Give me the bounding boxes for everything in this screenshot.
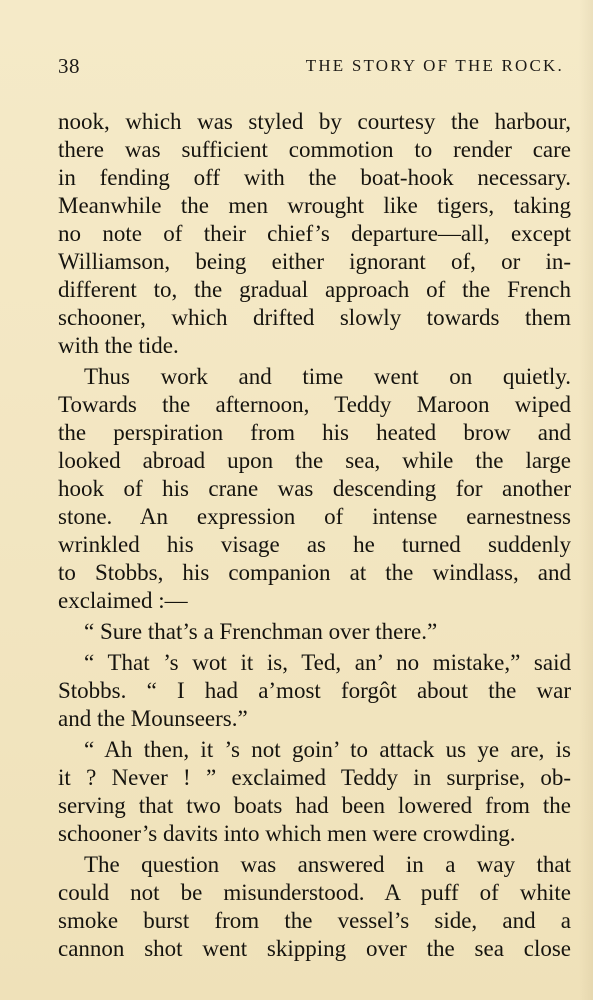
text-line: there was sufficient commotion to render care — [58, 137, 571, 162]
text-line: Meanwhile the men wrought like tigers, taking — [58, 193, 571, 218]
body-text — [58, 108, 571, 963]
text-line: stone. An expression of intense earnestness — [58, 504, 571, 529]
running-head — [58, 54, 570, 84]
text-line: it ? Never ! ” exclaimed Teddy in surprise, ob- — [58, 765, 571, 790]
text-line: to Stobbs, his companion at the windlass, and — [58, 560, 571, 585]
text-line: could not be misunderstood. A puff of white — [58, 880, 571, 905]
text-line: no note of their chief’s departure—all, except — [58, 221, 571, 246]
page-edge-shadow — [579, 0, 593, 1000]
text-line: The question was answered in a way that — [84, 852, 571, 877]
text-line: with the tide. — [58, 333, 179, 358]
text-line: looked abroad upon the sea, while the large — [58, 448, 571, 473]
text-line: the perspiration from his heated brow and — [58, 420, 571, 445]
text-line: schooner, which drifted slowly towards them — [58, 305, 571, 330]
text-line: “ That ’s wot it is, Ted, an’ no mistake,” said — [84, 650, 571, 675]
text-line: wrinkled his visage as he turned suddenly — [58, 532, 571, 557]
text-line: nook, which was styled by courtesy the harbour, — [58, 109, 571, 134]
text-line: different to, the gradual approach of the French — [58, 277, 571, 302]
text-line: cannon shot went skipping over the sea close — [58, 936, 571, 961]
text-line: Towards the afternoon, Teddy Maroon wiped — [58, 392, 571, 417]
text-line: and the Mounseers.” — [58, 706, 248, 731]
text-line: Thus work and time went on quietly. — [84, 364, 571, 389]
text-line: schooner’s davits into which men were crowding. — [58, 821, 516, 846]
text-line: Williamson, being either ignorant of, or in- — [58, 249, 571, 274]
text-line: hook of his crane was descending for another — [58, 476, 571, 501]
text-line: exclaimed :— — [58, 588, 188, 613]
running-title: THE STORY OF THE ROCK. — [305, 56, 564, 75]
text-line: smoke burst from the vessel’s side, and a — [58, 908, 571, 933]
text-line: Stobbs. “ I had a’most forgôt about the war — [58, 678, 571, 703]
text-line: serving that two boats had been lowered from the — [58, 793, 571, 818]
text-line: “ Ah then, it ’s not goin’ to attack us ye are, is — [84, 737, 571, 762]
text-line: in fending off with the boat-hook necessary. — [58, 165, 571, 190]
page-number: 38 — [58, 54, 80, 78]
text-line: “ Sure that’s a Frenchman over there.” — [84, 619, 438, 644]
